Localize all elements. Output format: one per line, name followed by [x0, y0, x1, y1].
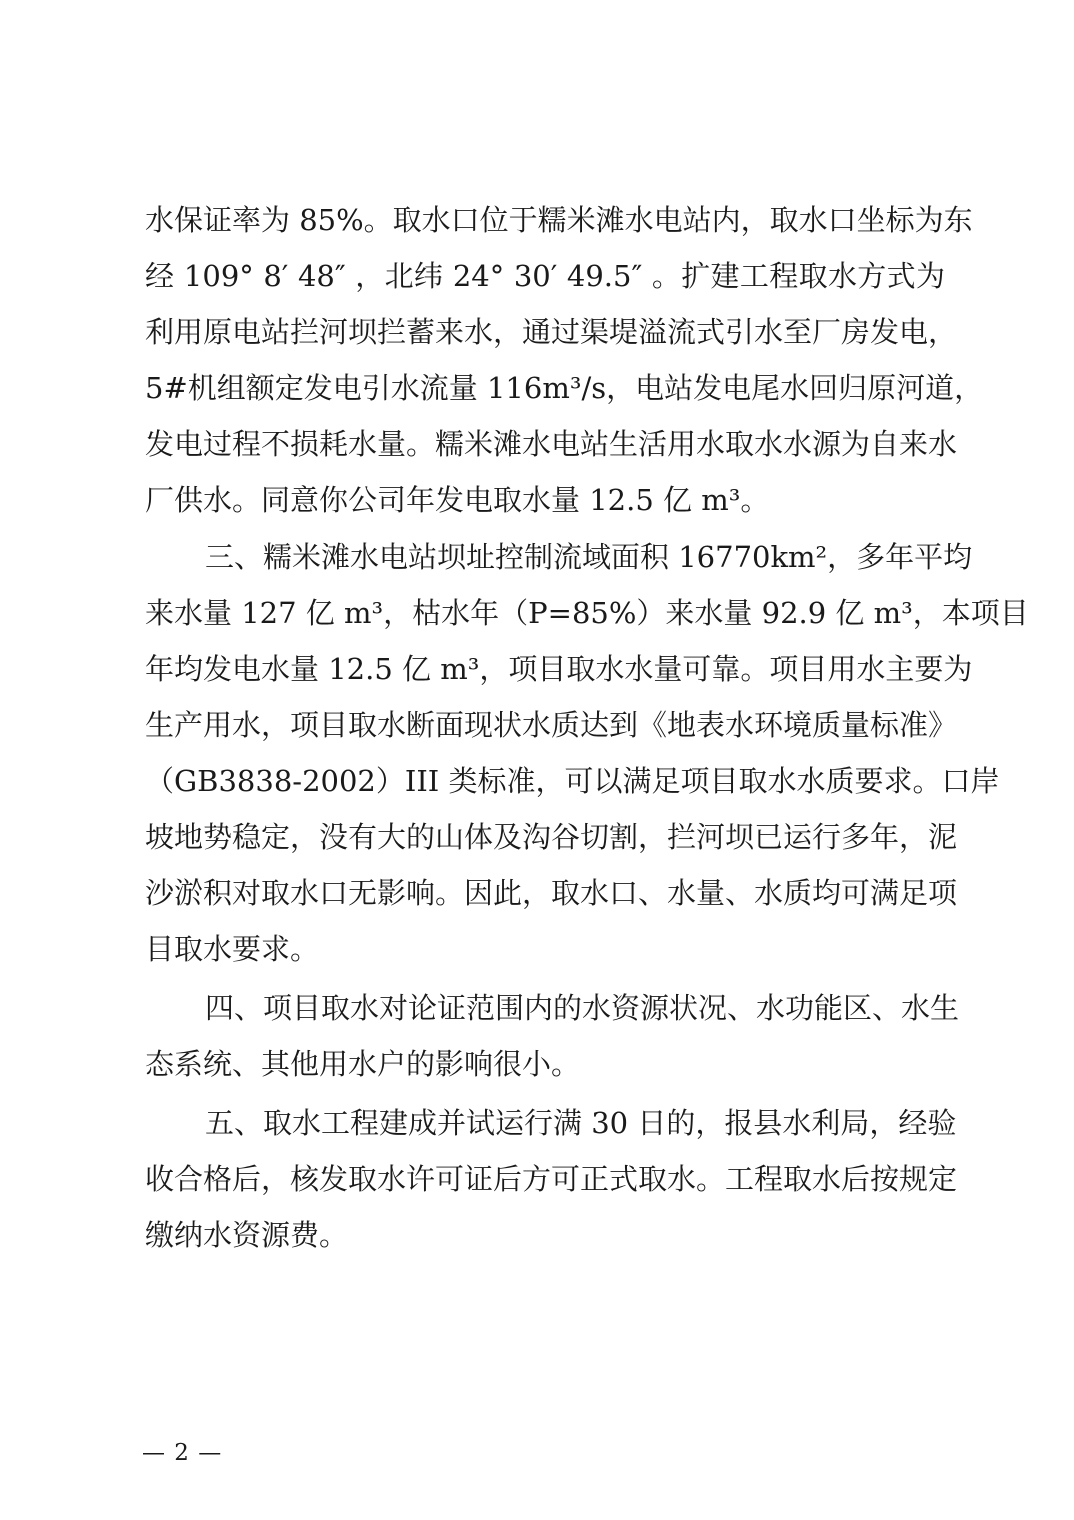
text-line: 发电过程不损耗水量。糯米滩水电站生活用水取水水源为自来水	[145, 427, 958, 461]
text-line: 利用原电站拦河坝拦蓄来水，通过渠堤溢流式引水至厂房发电，	[145, 315, 958, 349]
text-line: 经 109° 8′ 48″ ，北纬 24° 30′ 49.5″ 。扩建工程取水方式为	[145, 259, 945, 293]
text-line: 水保证率为 85%。取水口位于糯米滩水电站内，取水口坐标为东	[145, 203, 973, 237]
text-line: 沙淤积对取水口无影响。因此，取水口、水量、水质均可满足项	[145, 876, 958, 910]
text-line: 厂供水。同意你公司年发电取水量 12.5 亿 m³。	[145, 483, 770, 517]
text-line: 收合格后，核发取水许可证后方可正式取水。工程取水后按规定	[145, 1162, 958, 1196]
text-line: 坡地势稳定，没有大的山体及沟谷切割，拦河坝已运行多年，泥	[145, 820, 958, 854]
paragraph-three-first-line: 三、糯米滩水电站坝址控制流域面积 16770km²，多年平均	[205, 540, 973, 574]
text-line: 生产用水，项目取水断面现状水质达到《地表水环境质量标准》	[145, 708, 958, 742]
page-number: — 2 —	[142, 1440, 223, 1466]
paragraph-five-first-line: 五、取水工程建成并试运行满 30 日的，报县水利局，经验	[205, 1106, 957, 1140]
text-line: 态系统、其他用水户的影响很小。	[145, 1047, 581, 1081]
text-line: 目取水要求。	[145, 932, 320, 966]
text-line: 年均发电水量 12.5 亿 m³，项目取水水量可靠。项目用水主要为	[145, 652, 973, 686]
text-line: 来水量 127 亿 m³，枯水年（P=85%）来水量 92.9 亿 m³，本项目	[145, 596, 1029, 630]
paragraph-four-first-line: 四、项目取水对论证范围内的水资源状况、水功能区、水生	[205, 991, 960, 1025]
text-line: 5#机组额定发电引水流量 116m³/s，电站发电尾水回归原河道，	[145, 371, 984, 405]
text-line: （GB3838-2002）III 类标准，可以满足项目取水水质要求。口岸	[145, 764, 1000, 798]
text-line: 缴纳水资源费。	[145, 1218, 349, 1252]
